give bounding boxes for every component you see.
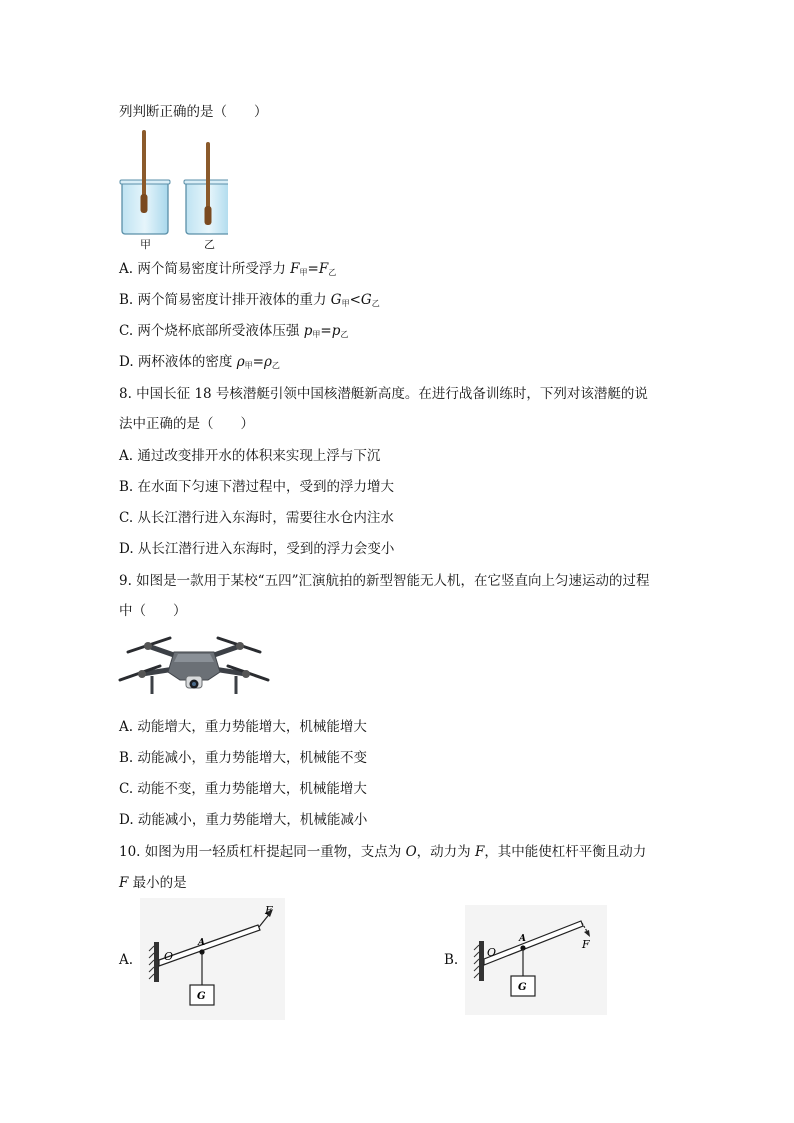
q9-stem-line2: 中（ ） [119, 603, 187, 619]
beaker-yi [184, 142, 228, 234]
lever-a-point-label: A [198, 938, 205, 948]
q8-option-b: B. 在水面下匀速下潜过程中，受到的浮力增大 [119, 479, 395, 495]
q9-stem-line1: 9. 如图是一款用于某校“五四”汇演航拍的新型智能无人机，在它竖直向上匀速运动的过程 [119, 573, 650, 589]
lever-figure-a [140, 898, 285, 1020]
q8-option-a: A. 通过改变排开水的体积来实现上浮与下沉 [119, 448, 381, 464]
q9-option-a: A. 动能增大，重力势能增大，机械能增大 [119, 719, 367, 735]
q7-option-d: D. 两杯液体的密度 $\rho_甲=\rho_乙$ [119, 354, 280, 370]
q9-option-b: B. 动能减小，重力势能增大，机械能不变 [119, 750, 368, 766]
q7-option-c: C. 两个烧杯底部所受液体压强 $p_甲=p_乙$ [119, 323, 349, 339]
q8-stem-line1: 8. 中国长征 18 号核潜艇引领中国核潜艇新高度。在进行战备训练时，下列对该潜艇的说 [119, 386, 648, 402]
q10-stem-line2: F 最小的是 [119, 875, 187, 891]
beaker-label-yi: 乙 [204, 238, 215, 251]
q9-option-c: C. 动能不变，重力势能增大，机械能增大 [119, 781, 367, 797]
q10-option-b-label: B. [444, 952, 459, 968]
q10-option-a-label: A. [119, 952, 134, 968]
q10-stem-line1: 10. 如图为用一轻质杠杆提起同一重物，支点为 O，动力为 F，其中能使杠杆平衡且动力 [119, 844, 647, 860]
lever-a-weight-label: G [197, 991, 206, 1002]
q7-option-b: B. 两个简易密度计排开液体的重力 $G_甲<G_乙$ [119, 292, 380, 308]
q9-option-d: D. 动能减小，重力势能增大，机械能减小 [119, 812, 368, 828]
lever-b-weight-label: G [518, 982, 527, 993]
lever-b-pivot-label: O [487, 946, 497, 959]
q7-stem: 列判断正确的是（ ） [119, 104, 268, 120]
lever-figure-b [465, 905, 607, 1015]
beakers-figure [118, 128, 228, 250]
beaker-label-jia: 甲 [140, 238, 151, 251]
lever-b-force-label: F [582, 938, 590, 951]
lever-a-force-label: F [265, 904, 273, 917]
lever-a-pivot-label: O [164, 950, 174, 963]
lever-b-point-label: A [519, 934, 526, 944]
drone-figure [118, 628, 270, 704]
q7-option-a: A. 两个简易密度计所受浮力 $F_甲=F_乙$ [119, 261, 337, 277]
q8-stem-line2: 法中正确的是（ ） [119, 416, 254, 432]
q8-option-d: D. 从长江潜行进入东海时，受到的浮力会变小 [119, 541, 395, 557]
q8-option-c: C. 从长江潜行进入东海时，需要往水仓内注水 [119, 510, 394, 526]
beaker-jia [120, 130, 170, 234]
